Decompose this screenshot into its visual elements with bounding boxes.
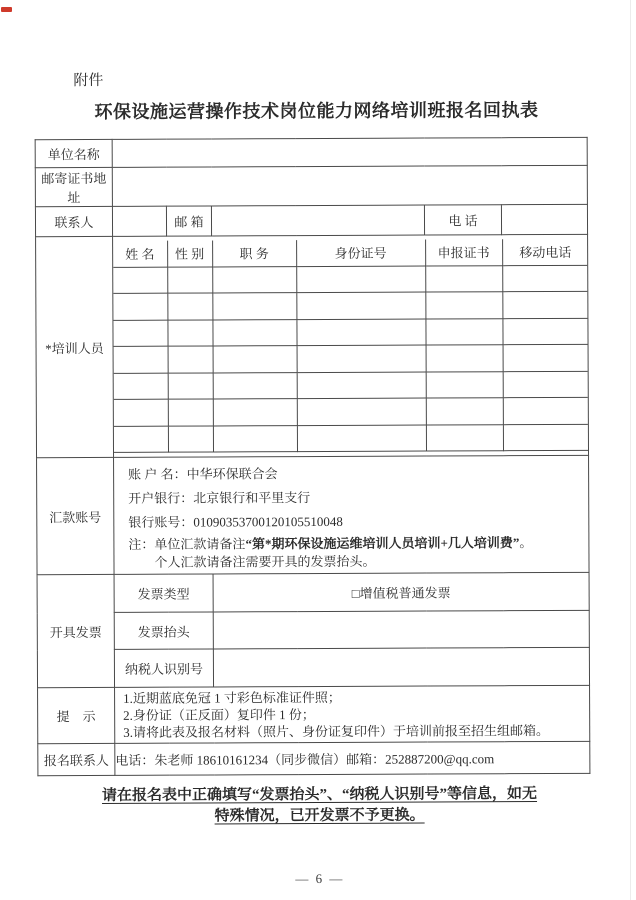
trainee-empty-cell [168, 425, 213, 452]
trainee-empty-cell [297, 372, 426, 399]
unit-name-field [112, 137, 587, 167]
trainee-empty-cell [296, 292, 425, 319]
tip-item-3: 3.请将此表及报名材料（照片、身份证复印件）于培训前报至招生组邮箱。 [123, 722, 550, 740]
unit-name-label: 单位名称 [35, 139, 112, 167]
trainee-empty-cell [502, 265, 588, 292]
row-trainees [36, 234, 589, 457]
tips-label: 提 示 [38, 687, 115, 743]
col-header-position: 职 务 [212, 240, 296, 266]
trainees-header-row [113, 239, 588, 267]
footer-note [1, 784, 636, 829]
trainee-empty-cell [114, 399, 168, 426]
row-remittance [37, 455, 590, 574]
trainee-empty-cell [167, 293, 212, 320]
tax-id-field [213, 647, 589, 687]
trainee-empty-cell [426, 371, 503, 398]
trainee-empty-cell [296, 266, 425, 293]
row-contact [35, 204, 587, 236]
trainee-empty-cell [167, 319, 212, 346]
page-title: 环保设施运营操作技术岗位能力网络培训班报名回执表 [94, 100, 539, 122]
row-mail-address [35, 165, 587, 206]
row-unit-name [35, 137, 587, 167]
trainee-empty-row [114, 371, 589, 400]
email-field [211, 205, 424, 236]
row-tax-id [37, 647, 589, 687]
tips-cell [115, 685, 590, 743]
remit-note: 注：单位汇款请备注“第*期环保设施运维培训人员培训+几人培训费”。 [128, 535, 533, 552]
trainee-empty-row [113, 318, 588, 347]
trainee-empty-cell [212, 293, 296, 320]
row-tips [38, 685, 590, 743]
trainee-empty-cell [297, 425, 426, 452]
trainee-empty-cell [113, 320, 167, 347]
trainees-table-body [113, 239, 589, 453]
invoice-type-label: 发票类型 [114, 574, 213, 612]
trainee-empty-row [114, 344, 589, 373]
attachment-label: 附件 [73, 72, 104, 90]
trainee-empty-cell [213, 372, 297, 399]
col-header-name: 姓 名 [113, 241, 167, 267]
trainee-empty-cell [114, 426, 168, 453]
trainee-empty-cell [502, 318, 588, 345]
footer-note-line1: 请在报名表中正确填写“发票抬头”、“纳税人识别号”等信息，如无 [101, 786, 538, 804]
col-header-gender: 性 别 [167, 240, 212, 266]
trainee-empty-cell [503, 424, 589, 451]
trainee-empty-cell [425, 318, 502, 345]
remit-account-no: 银行账号：01090353700120105510048 [128, 513, 343, 530]
footer-note-line2: 特殊情况，已开发票不予更换。 [214, 807, 425, 825]
trainee-empty-cell [167, 266, 212, 293]
trainee-empty-cell [296, 319, 425, 346]
tip-item-2: 2.身份证（正反面）复印件 1 份； [123, 707, 315, 723]
trainee-empty-cell [213, 399, 297, 426]
mail-address-label: 邮寄证书地址 [35, 167, 112, 206]
invoice-title-field [213, 610, 589, 649]
trainee-empty-cell [213, 425, 297, 452]
trainee-empty-cell [426, 424, 503, 451]
trainee-empty-row [113, 291, 588, 320]
trainee-empty-cell [425, 265, 502, 292]
trainee-empty-cell [113, 293, 167, 320]
trainee-empty-cell [426, 398, 503, 425]
page-number: — 6 — [295, 870, 345, 887]
trainee-empty-row [114, 424, 589, 453]
invoice-type-value: □增值税普通发票 [213, 572, 589, 612]
trainee-empty-cell [113, 267, 167, 294]
trainee-empty-cell [168, 399, 213, 426]
contact-label: 联系人 [35, 206, 112, 236]
trainees-cell [113, 234, 589, 457]
trainee-empty-cell [168, 346, 213, 373]
reg-contact-label: 报名联系人 [38, 743, 115, 775]
row-invoice-title [37, 610, 589, 649]
remit-bank: 开户银行：北京银行和平里支行 [128, 490, 311, 506]
remittance-cell [114, 455, 590, 574]
invoice-label: 开具发票 [37, 574, 114, 687]
trainee-empty-cell [502, 291, 588, 318]
col-header-id-number: 身份证号 [296, 240, 425, 267]
trainee-empty-row [114, 397, 589, 426]
phone-field [501, 204, 587, 234]
trainee-empty-cell [426, 345, 503, 372]
trainees-table [113, 239, 589, 453]
trainee-empty-cell [114, 346, 168, 373]
tax-id-label: 纳税人识别号 [114, 649, 213, 687]
trainee-empty-cell [425, 292, 502, 319]
contact-field [112, 206, 166, 236]
trainee-empty-cell [213, 346, 297, 373]
remit-note-line2: 个人汇款请备注需要开具的发票抬头。 [154, 553, 376, 570]
reg-contact-value: 电话：朱老师 18610161234（同步微信）邮箱：252887200@qq.com [115, 741, 590, 775]
col-header-mobile: 移动电话 [502, 239, 588, 265]
trainee-empty-cell [168, 372, 213, 399]
mail-address-field [112, 165, 587, 206]
tip-item-1: 1.近期蓝底免冠 1 寸彩色标准证件照； [123, 689, 341, 706]
trainee-empty-cell [212, 319, 296, 346]
trainee-empty-cell [503, 344, 589, 371]
trainee-empty-cell [297, 345, 426, 372]
trainee-empty-cell [503, 371, 589, 398]
trainee-empty-cell [503, 397, 589, 424]
trainee-empty-cell [114, 373, 168, 400]
email-label: 邮 箱 [166, 206, 211, 236]
col-header-certificate: 申报证书 [425, 239, 502, 265]
registration-form-table [35, 137, 591, 776]
trainee-empty-cell [212, 266, 296, 293]
row-reg-contact [38, 741, 590, 775]
row-invoice-type [37, 572, 589, 612]
remittance-label: 汇款账号 [37, 457, 115, 574]
trainee-empty-cell [297, 398, 426, 425]
invoice-title-label: 发票抬头 [114, 612, 213, 649]
remit-account-name: 账 户 名：中华环保联合会 [128, 466, 278, 482]
phone-label: 电 话 [424, 205, 501, 235]
trainees-label: *培训人员 [36, 236, 114, 457]
trainee-empty-row [113, 265, 588, 294]
